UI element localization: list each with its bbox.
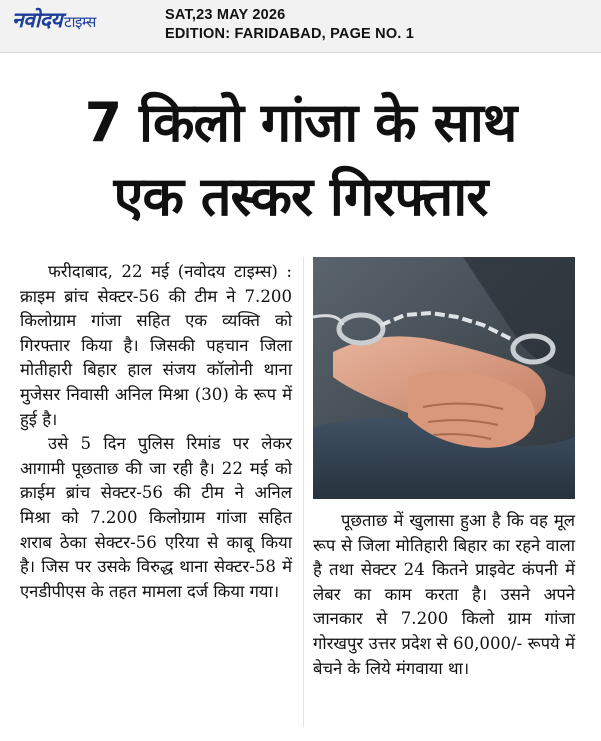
article-paragraph-2: उसे 5 दिन पुलिस रिमांड पर लेकर आगामी पूछताछ की जा रही है। 22 मई को क्राईम ब्रांच सेक्टर-56 की टीम ने अनिल मिश्रा को 7.200 किलोग्राम गांजा सहित शराब ठेका सेक्टर-56 एरिया से काबू किया है। जिस पर उसके विरुद्ध थाना सेक्टर-58 में एनडीपीएस के तहत मामला दर्ज किया गया। <box>20 434 292 601</box>
article-column-left <box>20 260 292 604</box>
logo-sub-text: टाइम्स <box>64 13 96 31</box>
edition-info <box>165 6 414 44</box>
logo-main-text: नवोदय <box>12 8 63 32</box>
publication-date: SAT,23 MAY 2026 <box>165 7 286 23</box>
headline-line-2: एक तस्कर गिरफ्तार <box>113 165 488 228</box>
headline-line-1: 7 किलो गांजा के साथ <box>84 91 517 154</box>
column-divider <box>303 257 304 727</box>
edition-page: EDITION: FARIDABAD, PAGE NO. 1 <box>165 26 415 42</box>
article-paragraph-3: पूछताछ में खुलासा हुआ है कि वह मूल रूप से जिला मोतिहारी बिहार का रहने वाला है तथा सेक्टर 24 कितने प्राइवेट कंपनी में लेबर का काम करता है। उसने अपने जानकार से 7.200 किलो ग्राम गांजा गोरखपुर उत्तर प्रदेश से 60,000/- रूपये में बेचने के लिये मंगवाया था। <box>313 511 575 678</box>
article-headline <box>0 86 601 234</box>
article-column-right <box>313 509 575 681</box>
newspaper-logo <box>12 8 96 34</box>
handcuffs-illustration <box>313 257 575 499</box>
handcuffed-hands-photo <box>313 257 575 499</box>
article-paragraph-1: फरीदाबाद, 22 मई (नवोदय टाइम्स) : क्राइम ब्रांच सेक्टर-56 की टीम ने 7.200 किलोग्राम गांजा सहित एक व्यक्ति को गिरफ्तार किया है। जिसकी पहचान जिला मोतीहारी बिहार हाल संजय कॉलोनी थाना मुजेसर निवासी अनिल मिश्रा (30) के रूप में हुई है। <box>20 262 292 429</box>
clipping-header <box>0 0 601 53</box>
